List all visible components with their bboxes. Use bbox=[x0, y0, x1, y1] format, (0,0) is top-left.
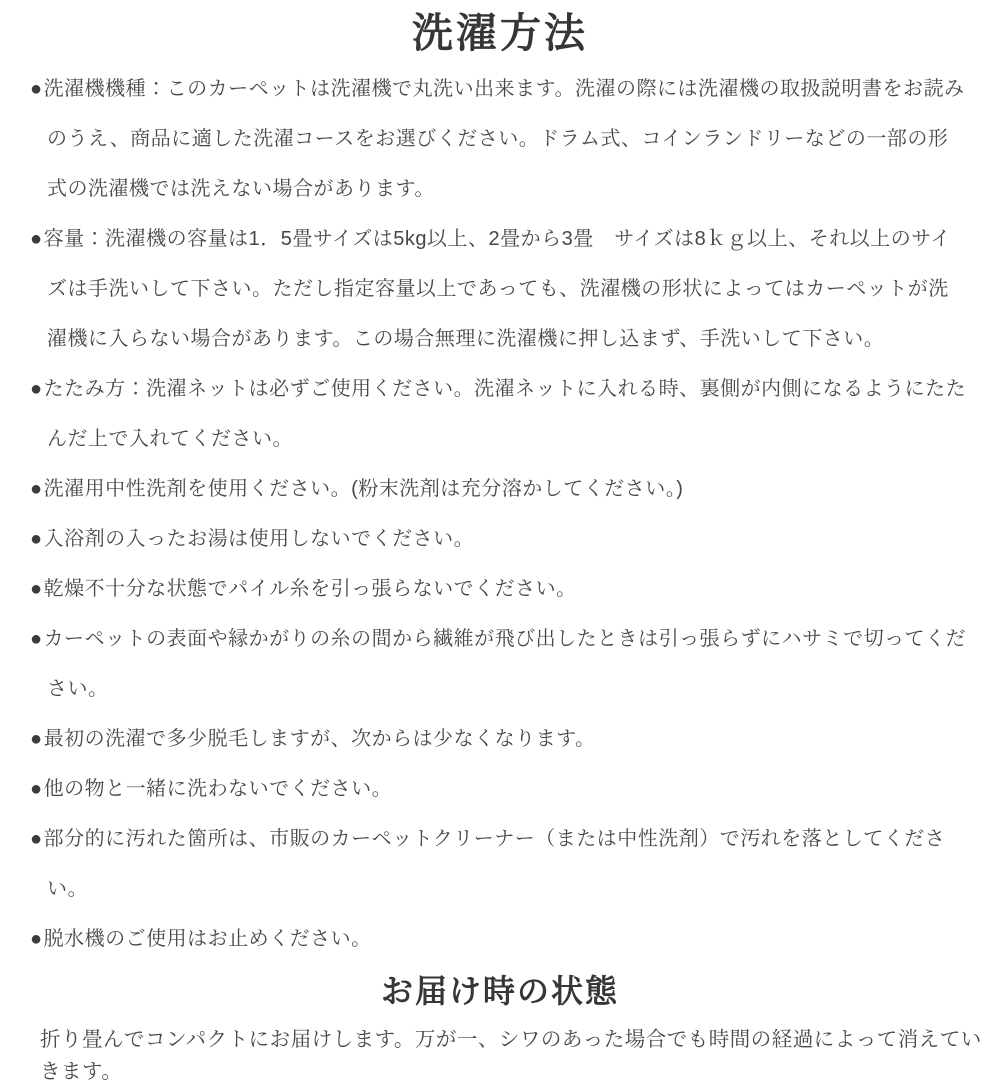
bullet-icon: ● bbox=[30, 728, 43, 750]
care-instruction-item bbox=[30, 714, 968, 764]
bullet-icon: ● bbox=[30, 828, 43, 850]
care-instruction-text: カーペットの表面や縁かがりの糸の間から繊維が飛び出したときは引っ張らずにハサミで切ってください。 bbox=[43, 628, 967, 700]
care-instruction-text: 乾燥不十分な状態でパイル糸を引っ張らないでください。 bbox=[43, 578, 577, 600]
delivery-state-text: 折り畳んでコンパクトにお届けします。万が一、シワのあった場合でも時間の経過によって消えていきます。 bbox=[40, 1028, 982, 1083]
care-instruction-item bbox=[30, 914, 968, 964]
care-instruction-text: 洗濯用中性洗剤を使用ください。(粉末洗剤は充分溶かしてください。) bbox=[43, 478, 684, 500]
bullet-icon: ● bbox=[30, 78, 43, 100]
care-instruction-text: 入浴剤の入ったお湯は使用しないでください。 bbox=[43, 528, 475, 550]
care-instruction-item bbox=[30, 464, 968, 514]
care-instruction-list bbox=[0, 64, 1000, 964]
bullet-icon: ● bbox=[30, 928, 43, 950]
care-instruction-text: 部分的に汚れた箇所は、市販のカーペットクリーナー（または中性洗剤）で汚れを落としてください。 bbox=[43, 828, 946, 900]
washing-method-title: 洗濯方法 bbox=[412, 10, 588, 56]
care-instruction-item bbox=[30, 764, 968, 814]
delivery-state-title: お届け時の状態 bbox=[380, 973, 619, 1009]
bullet-icon: ● bbox=[30, 228, 43, 250]
bullet-icon: ● bbox=[30, 578, 43, 600]
care-instruction-item bbox=[30, 514, 968, 564]
care-instruction-text: 脱水機のご使用はお止めください。 bbox=[43, 928, 372, 950]
care-instruction-item bbox=[30, 64, 968, 214]
bullet-icon: ● bbox=[30, 528, 43, 550]
care-instruction-text: 他の物と一緒に洗わないでください。 bbox=[43, 778, 393, 800]
bullet-icon: ● bbox=[30, 478, 43, 500]
care-instruction-item bbox=[30, 564, 968, 614]
care-instruction-text: 洗濯機機種：このカーペットは洗濯機で丸洗い出来ます。洗濯の際には洗濯機の取扱説明書をお読みのうえ、商品に適した洗濯コースをお選びください。ドラム式、コインランドリーなどの一部の形式の洗濯機では洗えない場合があります。 bbox=[43, 78, 965, 200]
care-instruction-item bbox=[30, 814, 968, 914]
care-instruction-item bbox=[30, 364, 968, 464]
care-instruction-text: 容量：洗濯機の容量は1．5畳サイズは5kg以上、2畳から3畳 サイズは8ｋｇ以上、それ以上のサイズは手洗いして下さい。ただし指定容量以上であっても、洗濯機の形状によってはカーペットが洗濯機に入らない場合があります。この場合無理に洗濯機に押し込まず、手洗いして下さい。 bbox=[43, 228, 951, 350]
care-instruction-item bbox=[30, 214, 968, 364]
care-instruction-text: 最初の洗濯で多少脱毛しますが、次からは少なくなります。 bbox=[43, 728, 596, 750]
care-instruction-item bbox=[30, 614, 968, 714]
bullet-icon: ● bbox=[30, 778, 43, 800]
bullet-icon: ● bbox=[30, 378, 43, 400]
care-instruction-text: たたみ方：洗濯ネットは必ずご使用ください。洗濯ネットに入れる時、裏側が内側になるようにたたんだ上で入れてください。 bbox=[43, 378, 967, 450]
bullet-icon: ● bbox=[30, 628, 43, 650]
